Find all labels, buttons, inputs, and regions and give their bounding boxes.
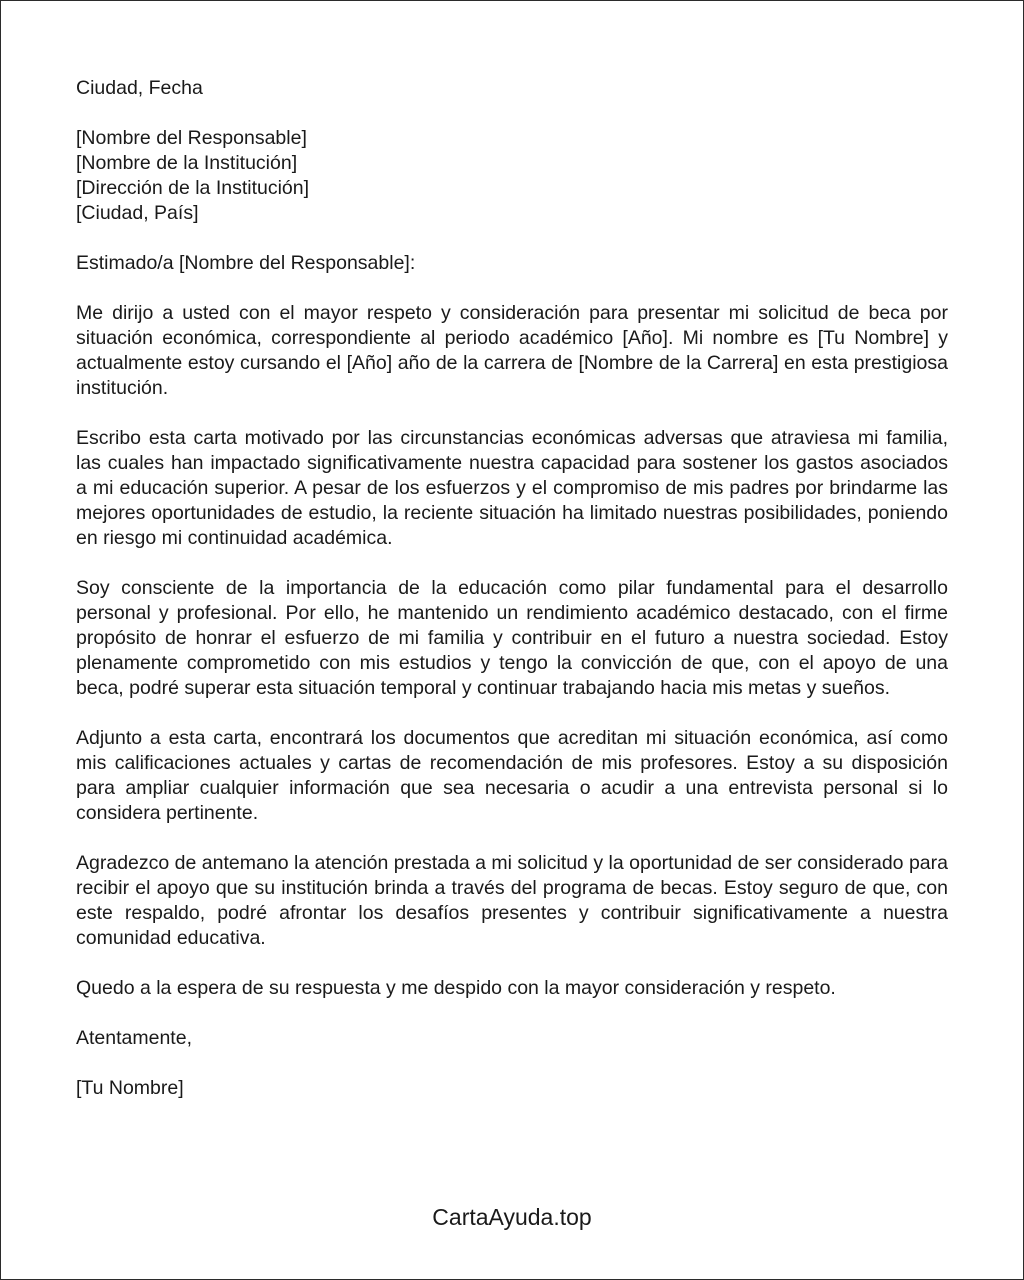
paragraph-circumstances: Escribo esta carta motivado por las circunstancias económicas adversas que atraviesa mi familia, las cuales han impactado significativamente nuestra capacidad para sostener los gastos asociados a mi educación superior. A pesar de los esfuerzos y el compromiso de mis padres por brindarme las mejores oportunidades de estudio, la reciente situación ha limitado nuestras posibilidades, poniendo en riesgo mi continuidad académica. — [76, 427, 948, 549]
signature-text: [Tu Nombre] — [76, 1077, 184, 1099]
closing — [76, 1026, 948, 1051]
signature — [76, 1076, 948, 1101]
date-line — [76, 76, 948, 101]
closing-text: Atentamente, — [76, 1027, 192, 1049]
paragraph-farewell: Quedo a la espera de su respuesta y me despido con la mayor consideración y respeto. — [76, 977, 836, 999]
recipient-institution: [Nombre de la Institución] — [76, 152, 298, 174]
salutation-text: Estimado/a [Nombre del Responsable]: — [76, 252, 416, 274]
salutation — [76, 251, 948, 276]
recipient-city-country: [Ciudad, País] — [76, 202, 199, 224]
paragraph-intro: Me dirijo a usted con el mayor respeto y consideración para presentar mi solicitud de beca por situación económica, correspondiente al periodo académico [Año]. Mi nombre es [Tu Nombre] y actualmente estoy cursando el [Año] año de la carrera de [Nombre de la Carrera] en esta prestigiosa institución. — [76, 302, 948, 399]
paragraph-commitment: Soy consciente de la importancia de la educación como pilar fundamental para el desarrollo personal y profesional. Por ello, he mantenido un rendimiento académico destacado, con el firme propósito de honrar el esfuerzo de mi familia y contribuir en el futuro a nuestra sociedad. Estoy plenamente comprometido con mis estudios y tengo la convicción de que, con el apoyo de una beca, podré superar esta situación temporal y continuar trabajando hacia mis metas y sueños. — [76, 577, 948, 699]
paragraph-gratitude: Agradezco de antemano la atención prestada a mi solicitud y la oportunidad de ser considerado para recibir el apoyo que su institución brinda a través del programa de becas. Estoy seguro de que, con este respaldo, podré afrontar los desafíos presentes y contribuir significativamente a nuestra comunidad educativa. — [76, 852, 948, 949]
letter-body — [76, 76, 948, 1126]
recipient-address: [Dirección de la Institución] — [76, 177, 310, 199]
paragraph-attachments: Adjunto a esta carta, encontrará los documentos que acreditan mi situación económica, así como mis calificaciones actuales y cartas de recomendación de mis profesores. Estoy a su disposición para ampliar cualquier información que sea necesaria o acudir a una entrevista personal si lo considera pertinente. — [76, 727, 948, 824]
recipient-name: [Nombre del Responsable] — [76, 127, 307, 149]
recipient-block — [76, 126, 948, 226]
footer-site: CartaAyuda.top — [432, 1204, 592, 1230]
date-text: Ciudad, Fecha — [76, 77, 203, 99]
